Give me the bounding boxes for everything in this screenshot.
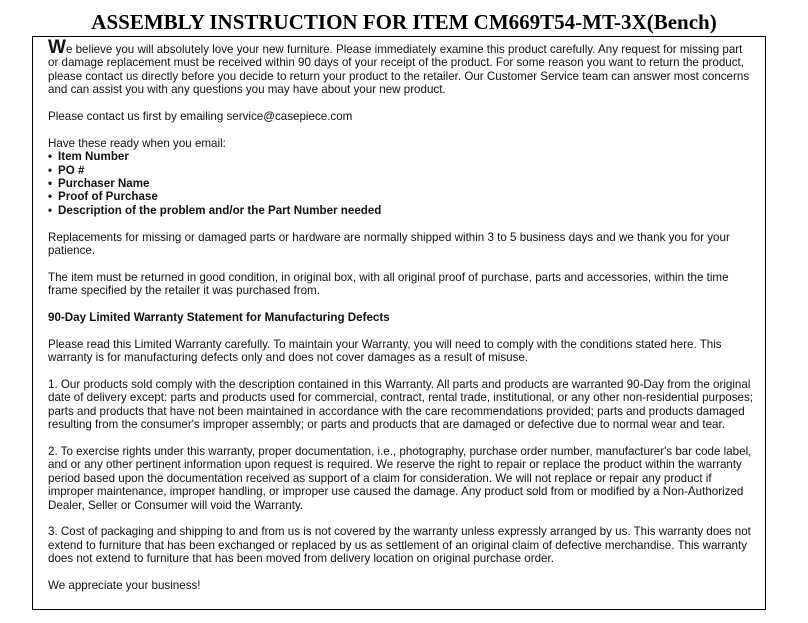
intro-paragraph — [48, 37, 753, 97]
return-condition-paragraph: The item must be returned in good condition, in original box, with all original proof of purchase, parts and accessories, within the time frame specified by the retailer it was purchased from. — [48, 270, 729, 298]
list-item: • PO # — [48, 164, 753, 177]
warranty-clause-1: 1. Our products sold comply with the description contained in this Warranty. All parts and products are warranted 90-Day from the original date of delivery except: parts and products used for commercial, contract, rental trade, institutional, or any other non-residential purposes; parts and products that have not been maintained in accordance with the care recommendations provided; parts and products damaged resulting from the consumer's improper assembly; or parts and products that are damaged or defective due to normal wear and tear. — [48, 378, 754, 432]
instruction-box — [32, 36, 766, 610]
closing-line: We appreciate your business! — [48, 579, 201, 593]
list-item: • Proof of Purchase — [48, 190, 753, 203]
replacements-paragraph: Replacements for missing or damaged parts or hardware are normally shipped within 3 to 5 business days and we thank you for your patience. — [48, 230, 730, 258]
ready-heading: Have these ready when you email: — [48, 136, 226, 150]
list-item: • Purchaser Name — [48, 177, 753, 190]
document-title: ASSEMBLY INSTRUCTION FOR ITEM CM669T54-MT-3X(Bench) — [91, 10, 717, 34]
contact-paragraph: Please contact us first by emailing service@casepiece.com — [48, 110, 353, 124]
list-item: • Item Number — [48, 150, 753, 163]
intro-text: e believe you will absolutely love your new furniture. Please immediately examine this product carefully. Any request for missing part or damage replacement must be received within 90 days of your receipt of the product. For some reason you want to return the product, please contact us directly before you decide to return your product to the retailer. Our Customer Service team can answer most concerns and can assist you with any questions you may have about your new product. — [48, 43, 750, 97]
ready-list — [48, 150, 753, 217]
warranty-clause-2: 2. To exercise rights under this warranty, proper documentation, i.e., photography, purchase order number, manufacturer's bar code label, and or any other pertinent information upon request is required. We reserve the right to repair or replace the product within the warranty period based upon the documentation received as support of a claim for consideration. We will not replace or repair any product if improper maintenance, improper handling, or improper use caused the damage. Any product sold from or modified by a Non-Authorized Dealer, Seller or Consumer will void the Warranty. — [48, 445, 752, 512]
drop-cap: W — [48, 37, 66, 58]
warranty-clause-3: 3. Cost of packaging and shipping to and from us is not covered by the warranty unless expressly arranged by us. This warranty does not extend to furniture that has been exchanged or replaced by us as settlement of an original claim of defective merchandise. This warranty does not extend to furniture that has been moved from delivery location on original purchase order. — [48, 525, 751, 566]
list-item: • Description of the problem and/or the Part Number needed — [48, 204, 753, 217]
warranty-intro-paragraph: Please read this Limited Warranty carefully. To maintain your Warranty, you will need to comply with the conditions stated here. This warranty is for manufacturing defects only and does not cover damages as a result of misuse. — [48, 337, 722, 365]
warranty-heading: 90-Day Limited Warranty Statement for Manufacturing Defects — [48, 311, 390, 325]
